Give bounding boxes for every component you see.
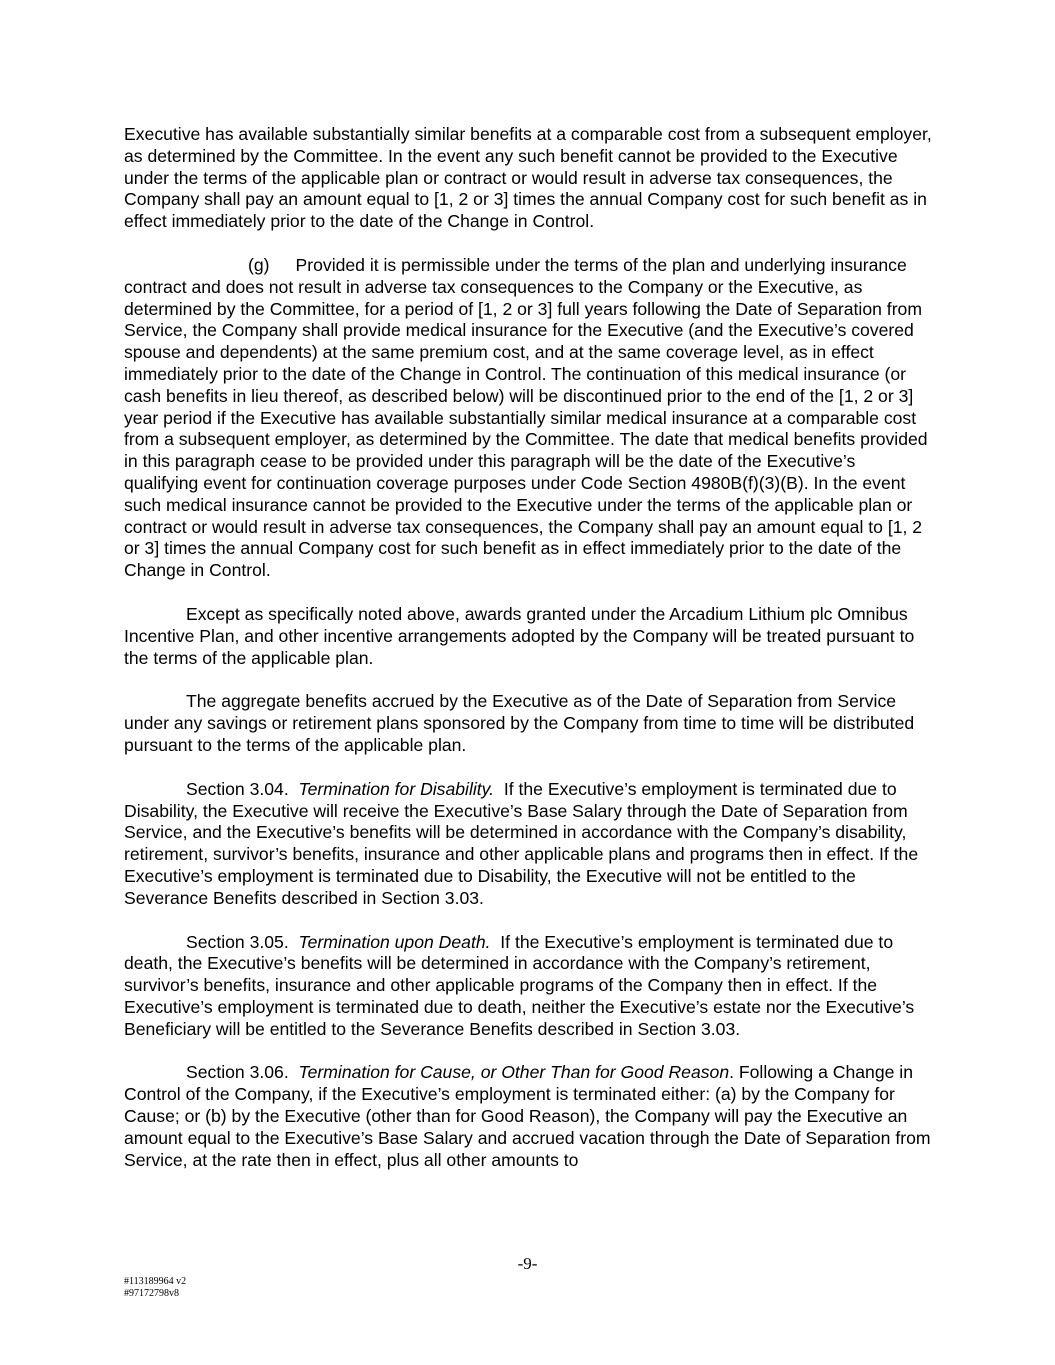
paragraph-g	[124, 255, 934, 582]
section-body: . Following a Change in Control of the Company, if the Executive’s employment is terminated either: (a) by the Company for Cause; or (b) by the Executive (other than for Good Reason), the Company will pay the Executive an amount equal to the Executive’s Base Salary and accrued vacation through the Date of Separation from Service, at the rate then in effect, plus all other amounts to	[124, 1062, 931, 1170]
section-title: Termination for Cause, or Other Than for Good Reason	[298, 1062, 730, 1083]
item-text-g: Provided it is permissible under the terms of the plan and underlying insurance contract and does not result in adverse tax consequences to the Company or the Executive, as determined by the Committee, for a period of [1, 2 or 3] full years following the Date of Separation from Service, the Company shall provide medical insurance for the Executive (and the Executive’s covered spouse and dependents) at the same premium cost, and at the same coverage level, as in effect immediately prior to the date of the Change in Control. The continuation of this medical insurance (or cash benefits in lieu thereof, as described below) will be discontinued prior to the end of the [1, 2 or 3] year period if the Executive has available substantially similar medical insurance at a comparable cost from a subsequent employer, as determined by the Committee. The date that medical benefits provided in this paragraph cease to be provided under this paragraph will be the date of the Executive’s qualifying event for continuation coverage purposes under Code Section 4980B(f)(3)(B). In the event such medical insurance cannot be provided to the Executive under the terms of the applicable plan or contract or would result in adverse tax consequences, the Company shall pay an amount equal to [1, 2 or 3] times the annual Company cost for such benefit as in effect immediately prior to the date of the Change in Control.	[124, 254, 928, 581]
document-page	[124, 124, 934, 1193]
paragraph-continuation: Executive has available substantially similar benefits at a comparable cost from a subsequent employer, as determined by the Committee. In the event any such benefit cannot be provided to the Executive under the terms of the applicable plan or contract or would result in adverse tax consequences, the Company shall pay an amount equal to [1, 2 or 3] times the annual Company cost for such benefit as in effect immediately prior to the date of the Change in Control.	[124, 124, 932, 232]
paragraph-except: Except as specifically noted above, awards granted under the Arcadium Lithium plc Omnibus Incentive Plan, and other incentive arrangements adopted by the Company will be treated pursuant to the terms of the applicable plan.	[124, 603, 915, 668]
section-body: If the Executive’s employment is terminated due to Disability, the Executive will receive the Executive’s Base Salary through the Date of Separation from Service, and the Executive’s benefits will be determined in accordance with the Company’s disability, retirement, survivor’s benefits, insurance and other applicable plans and programs then in effect. If the Executive’s employment is terminated due to Disability, the Executive will not be entitled to the Severance Benefits described in Section 3.03.	[124, 778, 919, 908]
section-title: Termination upon Death.	[298, 931, 491, 952]
section-number: Section 3.06.	[186, 1062, 289, 1083]
item-label-g: (g)	[248, 254, 270, 275]
section-3-04	[124, 779, 934, 910]
section-number: Section 3.04.	[186, 778, 289, 799]
section-number: Section 3.05.	[186, 931, 289, 952]
page-number: -9-	[517, 1254, 538, 1273]
doc-id-primary: #113189964 v2	[124, 1276, 187, 1287]
section-body: If the Executive’s employment is terminated due to death, the Executive’s benefits will be determined in accordance with the Company’s retirement, survivor’s benefits, insurance and other applicable programs of the Company then in effect. If the Executive’s employment is terminated due to death, neither the Executive’s estate nor the Executive’s Beneficiary will be entitled to the Severance Benefits described in Section 3.03.	[124, 931, 915, 1039]
doc-id-secondary: #97172798v8	[124, 1288, 179, 1299]
section-3-06	[124, 1062, 934, 1171]
document-ids	[124, 1276, 186, 1300]
section-3-05	[124, 932, 934, 1041]
section-title: Termination for Disability.	[298, 778, 495, 799]
paragraph-aggregate: The aggregate benefits accrued by the Executive as of the Date of Separation from Service under any savings or retirement plans sponsored by the Company from time to time will be distributed pursuant to the terms of the applicable plan.	[124, 691, 915, 755]
